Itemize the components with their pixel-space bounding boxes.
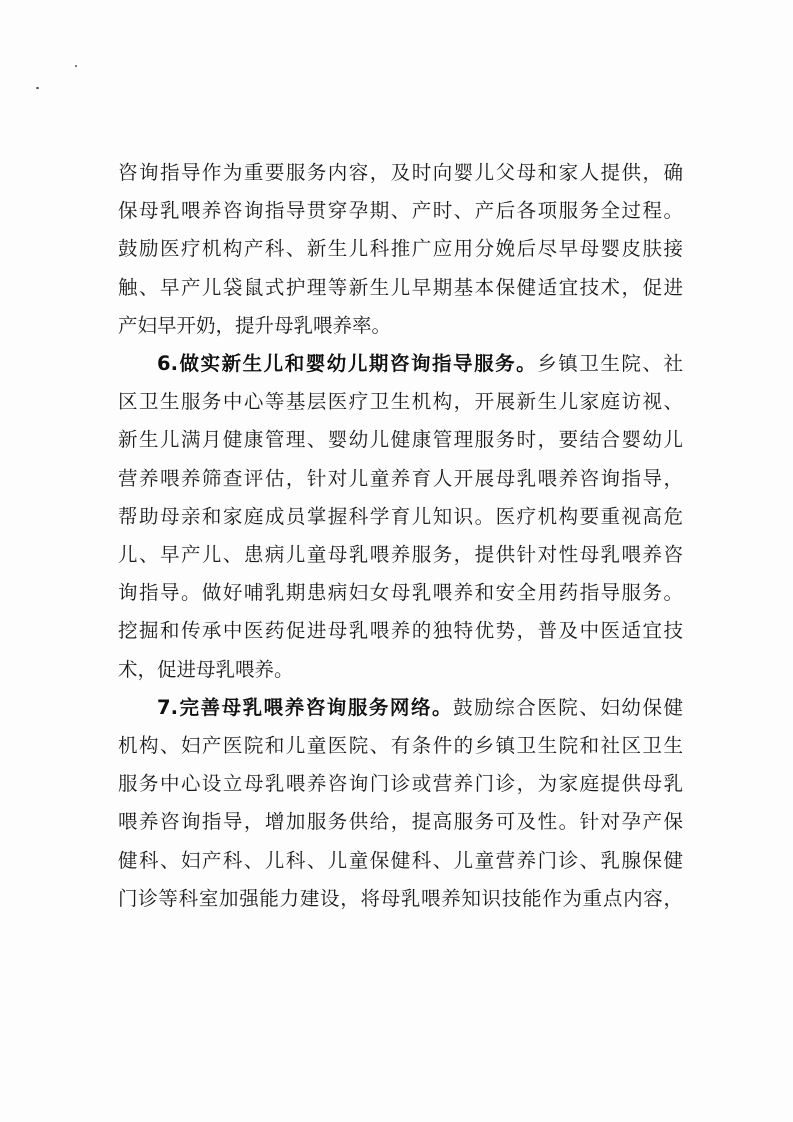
text-line: 鼓励医疗机构产科、新生儿科推广应用分娩后尽早母婴皮肤接 — [118, 237, 683, 261]
text-line: 服务中心设立母乳喂养咨询门诊或营养门诊，为家庭提供母乳 — [118, 772, 683, 796]
text-line: 区卫生服务中心等基层医疗卫生机构，开展新生儿家庭访视、 — [118, 390, 683, 414]
paragraph-7 — [118, 689, 683, 918]
paragraph-1 — [118, 154, 683, 345]
text-line: 儿、早产儿、患病儿童母乳喂养服务，提供针对性母乳喂养咨 — [118, 543, 683, 567]
text-line: 保母乳喂养咨询指导贯穿孕期、产时、产后各项服务全过程。 — [118, 199, 683, 223]
text-line: 帮助母亲和家庭成员掌握科学育儿知识。医疗机构要重视高危 — [118, 504, 683, 528]
text-line: 触、早产儿袋鼠式护理等新生儿早期基本保健适宜技术，促进 — [118, 275, 683, 299]
text-line: 新生儿满月健康管理、婴幼儿健康管理服务时，要结合婴幼儿 — [118, 428, 683, 452]
text-line: 询指导。做好哺乳期患病妇女母乳喂养和安全用药指导服务。 — [118, 581, 683, 605]
paragraph-first-line — [118, 345, 683, 383]
text-line: 产妇早开奶，提升母乳喂养率。 — [118, 313, 392, 337]
section-heading-7: 7.完善母乳喂养咨询服务网络。 — [157, 695, 454, 719]
text-line: 健科、妇产科、儿科、儿童保健科、儿童营养门诊、乳腺保健 — [118, 848, 683, 872]
text-line: 咨询指导作为重要服务内容，及时向婴儿父母和家人提供，确 — [118, 161, 683, 184]
section-heading-6: 6.做实新生儿和婴幼儿期咨询指导服务。 — [157, 352, 538, 376]
text-line: 喂养咨询指导，增加服务供给，提高服务可及性。针对孕产保 — [118, 810, 683, 834]
text-line: 挖掘和传承中医药促进母乳喂养的独特优势，普及中医适宜技 — [118, 619, 683, 643]
text-line: 术，促进母乳喂养。 — [118, 657, 294, 681]
text-run: 乡镇卫生院、社 — [537, 352, 683, 376]
text-line: 机构、妇产医院和儿童医院、有条件的乡镇卫生院和社区卫生 — [118, 734, 683, 758]
paragraph-6 — [118, 345, 683, 689]
scan-speck — [75, 65, 77, 67]
paragraph-first-line — [118, 689, 683, 727]
text-run: 鼓励综合医院、妇幼保健 — [453, 695, 683, 719]
text-line: 门诊等科室加强能力建设，将母乳喂养知识技能作为重点内容， — [118, 886, 683, 910]
text-line: 营养喂养筛查评估，针对儿童养育人开展母乳喂养咨询指导， — [118, 466, 683, 490]
scan-speck — [36, 87, 39, 89]
document-body — [118, 154, 683, 918]
